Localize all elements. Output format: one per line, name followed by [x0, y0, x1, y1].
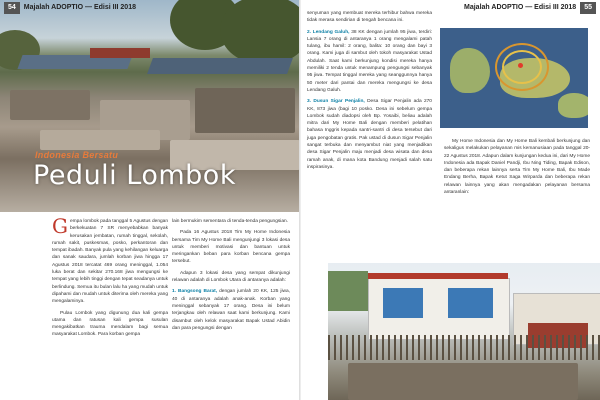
location-label: 3. Dusun Sigar Penjalin,	[307, 99, 365, 105]
text-column-1	[52, 214, 169, 343]
edition-left: — Edisi III 2018	[85, 4, 136, 11]
epicenter-marker	[518, 63, 523, 68]
magazine-name-right: Majalah	[464, 4, 490, 11]
text-column-3	[307, 10, 432, 175]
left-page-header	[0, 0, 300, 15]
page-number-right: 55	[580, 2, 596, 14]
list-item: 3. Dusun Sigar Penjalin, Desa Sigar Penjalin ada 270 KK, 873 jiwa (bagi 10 posko. Desa ini sebelum gempa Lombok sudah diadopsi oleh Bp. Yosaibi, beliau adalah mitra dari My Home Bali dengan memberi pelatihan bahasa Inggris kepada santri-santri di desa tersebut dari juga pengobatan gratis. Pak ustad di dusun Sigar Penjalin sangat terbuka dan menyambut niat yang menjadikan desa Sigar Penjalin maju menjadi desa wisata dan desa ramah anak, di mana kota Bandung menjadi salah satu inspirasinya.	[307, 99, 432, 170]
article-section-tag: Indonesia Bersatu	[35, 150, 119, 160]
magazine-brand-left: ADOPTIO	[51, 4, 84, 11]
paragraph: Pulau Lombok yang digunung dua kali gempa utama dan ratusan kali gempa susulan mengakibatkan trauma mendalam bagi semua masyarakat Lombok. Para korban gempa	[52, 310, 168, 338]
magazine-brand-right: ADOPTIO	[491, 4, 524, 11]
paragraph: senyuman yang membuat mereka terhibur bahwa mereka tidak merasa sendirian di tengah bencana ini.	[307, 11, 432, 24]
drop-cap: G	[52, 214, 68, 238]
paragraph: lain bermukim sementara di tenda-tenda pengungsian.	[172, 219, 288, 224]
right-page-header	[300, 0, 600, 15]
paragraph: Pada 16 Agustus 2018 Tim My Home Indonesia bersama Tim My Home Bali mengunjungi 3 lokasi desa untuk memberi motivasi dan bantuan untuk meringankan beban para korban bencana gempa tersebut.	[172, 230, 290, 265]
location-label: 2. Lendang Galuh,	[307, 29, 350, 35]
damaged-building-photo	[328, 263, 600, 400]
edition-right: — Edisi III 2018	[525, 4, 577, 11]
list-item: 1. Bangsong Barat, dengan jumlah 20 KK, 125 jiwa, 40 di antaranya adalah anak-anak. Korban yang meninggal sebanyak 17 orang. Desa ini belum terjangkau oleh relawan saat kami berkunjung. Kami disambut oleh kelok masyarakat Bapak Ustad Abidin dan para pengungsi dengan	[172, 289, 291, 331]
page-number-left: 54	[4, 2, 20, 14]
paragraph: Adapun 3 lokasi desa yang sempat dikunjungi relawan adalah di Lombok Utara di antaranya adalah:	[172, 270, 290, 284]
list-item: 2. Lendang Galuh, 38 KK dengan jumlah 95 jiwa, terdiri: Lansia 7 orang di antaranya 1 orang mengalami patah tulang, ibu hamil: 2 orang, balita: 10 orang dan bayi 3 orang. Kami juga di sambut oleh tokoh masyarakat Ustad Abdulah. Saat kami berkunjung kondisi mereka hanya memiliki 2 tenda untuk menampung pengungsi sebanyak 95 jiwa. Tempat tinggal mereka yang seanggunnya hanya 50 meter dari pantai dan mereka mengungsi ke desa Lendang Galuh.	[307, 29, 432, 93]
lombok-earthquake-map	[440, 28, 588, 128]
magazine-name-left: Majalah	[23, 4, 50, 11]
paragraph: Gempa lombok pada tanggal 5 Agustus dengan berkekuatan 7 SR menyebabkan banyak kerusakan jembatan, rumah tinggal, sekolah, rumah sakit, puskesmas, posko, perkantoran dan tempat ibadah. Banyak pula yang kehilangan keluarga dan sanak saudara, jumlah korban jiwa hingga 17 Agustus 2018 tercatat 469 orang meninggal, 1.054 luka berat dan sekitar 270.168 jiwa mengungsi ke tempat yang lebih tinggi dengan tepat seadanya untuk berlindung. Semua itu bulan lalu ha yang mudah untuk dipahami dan mudah untuk diterima oleh mereka yang mengalaminya.	[52, 214, 169, 305]
article-title: Peduli Lombok	[33, 160, 236, 191]
text-column-2	[172, 218, 290, 336]
text-column-4	[444, 138, 590, 200]
location-label: 1. Bangsong Barat,	[172, 289, 218, 295]
paragraph: My Home Indonesia dan My Home Bali kembali berkunjung dan sekaligus melakukan pelayanan mis kemanusiaan pada tanggal 20-22 Agustus 2018. Adapun dalam kunjungan kedua ini, dari My Home Indonesia ada Bapak Daniel Pandji, Ibu Ning Tiding, Bapak Edison, dan beberapa rekan lainnya serta Tim My Home Bali, Ibu Made Endang Berha, Bapak Ketut Saga Wirparda dan beberapa rekan relawan lainnya yang akan mengadakan pelayanan bersama antaranlain:	[444, 139, 590, 196]
